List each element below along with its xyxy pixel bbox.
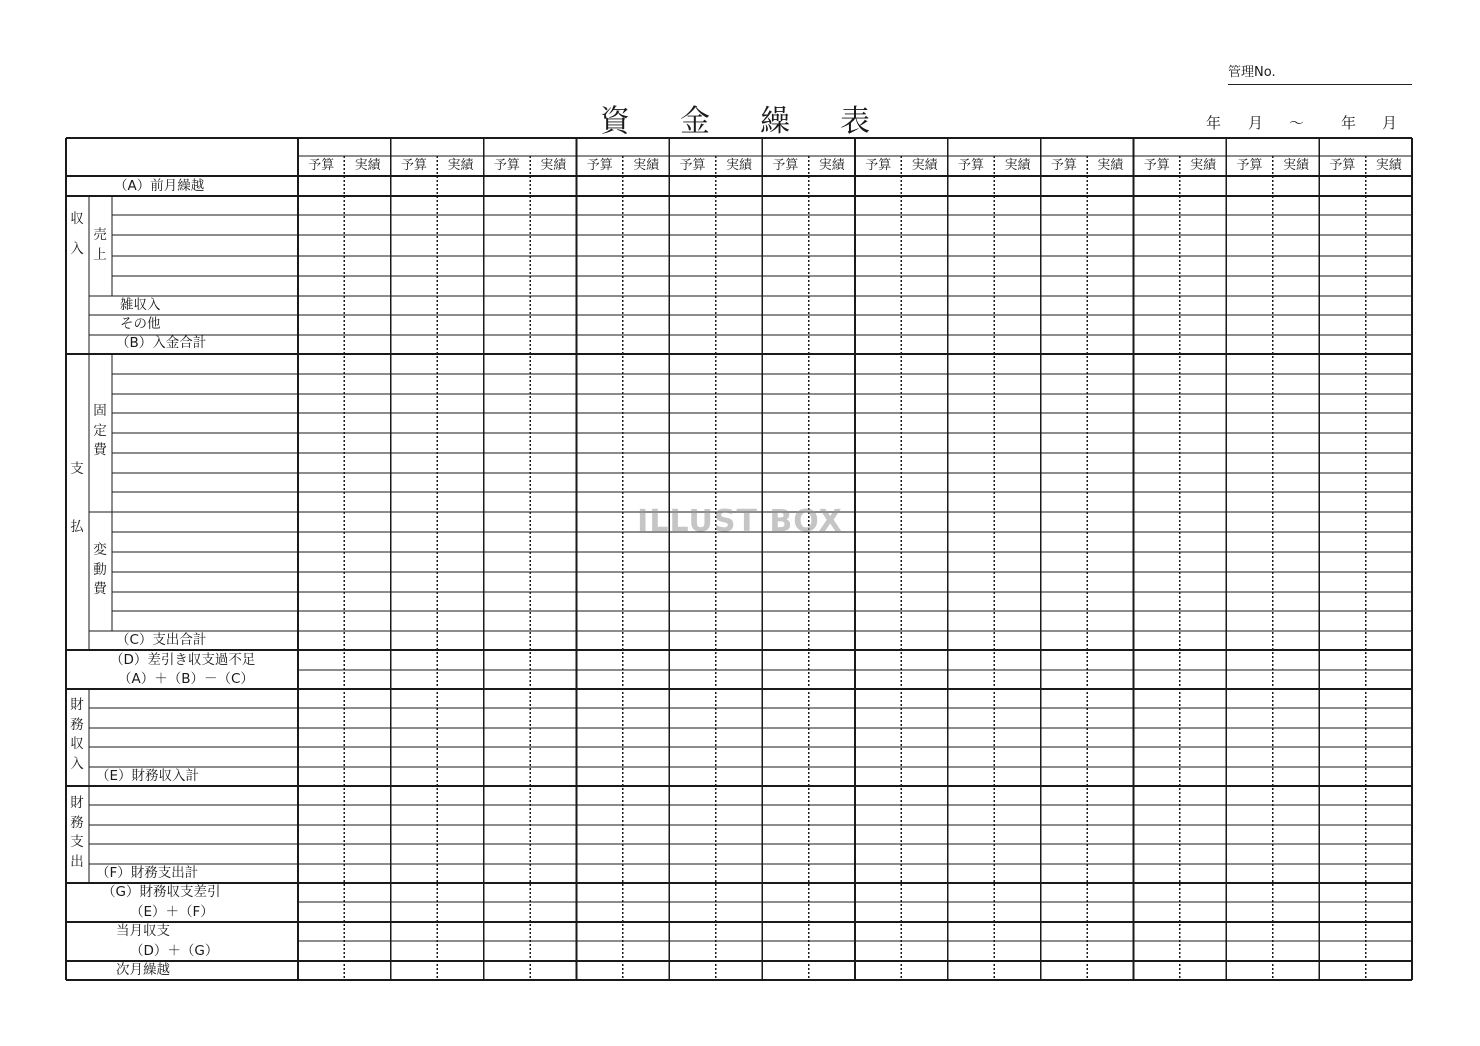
column-header-actual: 実績 [354,158,381,173]
title-char: 繰 [760,104,790,139]
column-header-actual: 実績 [725,158,752,173]
row-group-payment: 支払 [70,461,84,535]
column-header-actual: 実績 [1097,158,1124,173]
row-label-misc-income: 雑収入 [120,297,161,313]
row-label-other: その他 [120,316,161,332]
row-group-income: 収入 [70,211,84,257]
row-label-diff-line2: （A）＋（B）－（C） [118,671,254,687]
row-label-fin-diff-line1: （G）財務収支差引 [102,884,221,900]
column-header-budget: 予算 [401,158,428,173]
column-header-budget: 予算 [308,158,335,173]
row-label-financial-expense-total: （F）財務支出計 [96,865,199,881]
column-header-budget: 予算 [1050,158,1077,173]
row-label-total-income: （B）入金合計 [116,335,207,351]
row-group-financial-income: 財務収入 [70,697,84,772]
column-header-budget: 予算 [1236,158,1263,173]
column-header-budget: 予算 [958,158,985,173]
column-header-actual: 実績 [911,158,938,173]
column-header-actual: 実績 [818,158,845,173]
column-header-budget: 予算 [865,158,892,173]
column-header-budget: 予算 [586,158,613,173]
column-header-actual: 実績 [540,158,567,173]
row-label-diff-line1: （D）差引き収支過不足 [110,652,256,668]
column-header-budget: 予算 [772,158,799,173]
column-header-actual: 実績 [1375,158,1402,173]
row-label-month-balance-line1: 当月収支 [116,923,170,939]
column-header-budget: 予算 [679,158,706,173]
row-group-sales: 売上 [93,227,107,263]
date-month-end: 月 [1382,114,1398,132]
date-month-start: 月 [1248,114,1264,132]
column-header-actual: 実績 [1004,158,1031,173]
row-label-carryover-next: 次月繰越 [116,962,170,978]
row-group-variable-costs: 変動費 [93,542,107,597]
row-group-fixed-costs: 固定費 [93,403,107,458]
title-char: 金 [680,104,710,139]
row-label-carryover-prev: （A）前月繰越 [114,178,205,194]
column-header-actual: 実績 [1190,158,1217,173]
column-header-budget: 予算 [1143,158,1170,173]
row-group-financial-expense: 財務支出 [70,795,84,870]
column-header-budget: 予算 [493,158,520,173]
column-header-budget: 予算 [1329,158,1356,173]
row-label-fin-diff-line2: （E）＋（F） [130,904,214,920]
date-tilde: ～ [1289,114,1305,132]
row-label-financial-income-total: （E）財務収入計 [96,768,200,784]
title-char: 表 [840,104,870,139]
date-year-end: 年 [1341,114,1357,132]
column-header-actual: 実績 [1282,158,1309,173]
management-number-label: 管理No. [1228,65,1276,80]
watermark-logo: ILLUST BOX [637,504,843,539]
row-label-total-payment: （C）支出合計 [116,632,207,648]
column-header-actual: 実績 [447,158,474,173]
title-char: 資 [600,104,630,139]
row-label-month-balance-line2: （D）＋（G） [130,943,219,959]
date-year-start: 年 [1206,114,1222,132]
column-header-actual: 実績 [633,158,660,173]
